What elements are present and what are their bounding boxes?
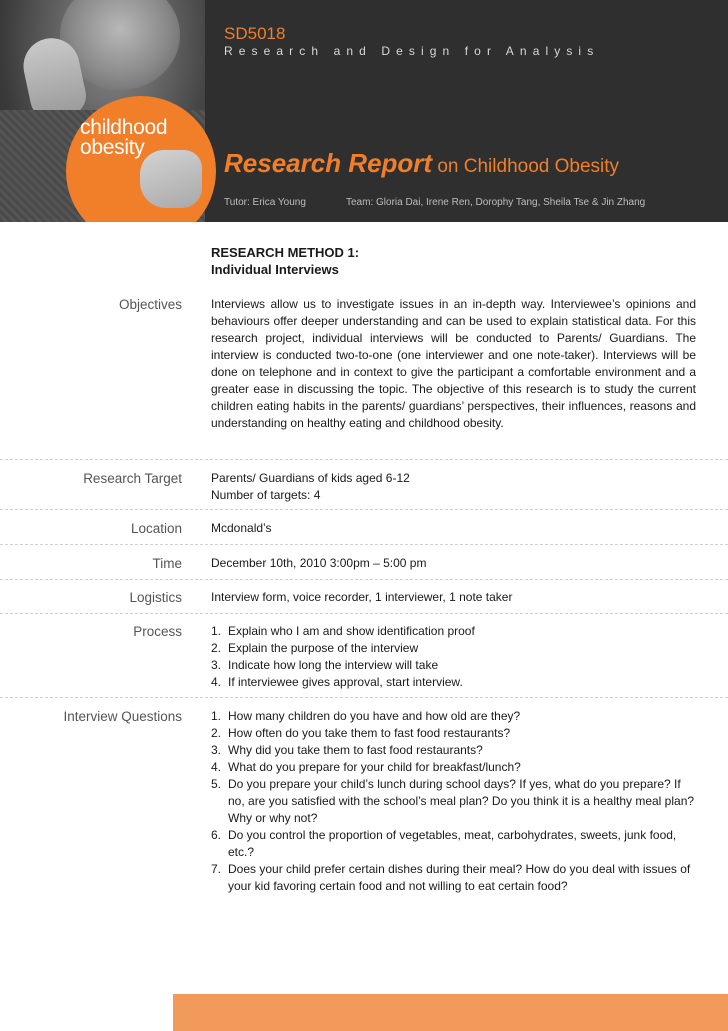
question-item: 4. What do you prepare for your child for breakfast/lunch? xyxy=(211,760,521,774)
question-item: 2. How often do you take them to fast food restaurants? xyxy=(211,726,511,740)
process-step: 1. Explain who I am and show identification proof xyxy=(211,624,475,638)
time-label: Time xyxy=(152,556,182,571)
section-divider xyxy=(0,697,728,698)
objectives-label: Objectives xyxy=(118,297,182,312)
time-value: December 10th, 2010 3:00pm – 5:00 pm xyxy=(211,556,427,570)
team-credit: Team: Gloria Dai, Irene Ren, Dorophy Tang, Sheila Tse & Jin Zhang xyxy=(346,197,646,208)
report-title xyxy=(224,148,619,179)
question-item: 3. Why did you take them to fast food restaurants? xyxy=(211,743,483,757)
research-target-line-1: Parents/ Guardians of kids aged 6-12 xyxy=(211,471,410,485)
process-step: 4. If interviewee gives approval, start interview. xyxy=(211,675,463,689)
question-item: 6. Do you control the proportion of vegetables, meat, carbohydrates, sweets, junk food, etc.? xyxy=(211,828,677,859)
section-divider xyxy=(0,459,728,460)
course-code: SD5018 xyxy=(224,24,286,43)
method-title-line-1: RESEARCH METHOD 1: xyxy=(211,245,360,260)
tutor-credit: Tutor: Erica Young xyxy=(224,197,306,208)
question-item: 1. How many children do you have and how old are they? xyxy=(211,709,521,723)
research-target-label: Research Target xyxy=(83,471,182,486)
footer-accent-bar xyxy=(173,994,728,1031)
logistics-value: Interview form, voice recorder, 1 interviewer, 1 note taker xyxy=(211,590,513,604)
section-divider xyxy=(0,579,728,580)
research-target-content xyxy=(211,470,696,504)
section-divider xyxy=(0,509,728,510)
section-divider xyxy=(0,544,728,545)
baby-fist-shape xyxy=(140,150,202,208)
interview-questions-label: Interview Questions xyxy=(63,709,182,724)
location-value: Mcdonald’s xyxy=(211,521,272,535)
question-item: 7. Does your child prefer certain dishes during their meal? How do you deal with issues of your kid favoring certain food and not willing to eat certain food? xyxy=(211,862,691,893)
method-title xyxy=(211,244,359,278)
method-title-line-2: Individual Interviews xyxy=(211,262,339,277)
report-header xyxy=(0,0,728,222)
process-step: 2. Explain the purpose of the interview xyxy=(211,641,419,655)
process-label: Process xyxy=(133,624,182,639)
question-item: 5. Do you prepare your child’s lunch during school days? If yes, what do you prepare? If no, are you satisfied with the school’s meal plan? Do you think it is a healthy meal plan? Why or why not? xyxy=(211,777,695,825)
section-divider xyxy=(0,613,728,614)
process-step: 3. Indicate how long the interview will take xyxy=(211,658,439,672)
location-label: Location xyxy=(130,521,182,536)
research-target-line-2: Number of targets: 4 xyxy=(211,488,321,502)
badge-line-2: obesity xyxy=(80,136,145,159)
process-list xyxy=(211,623,696,691)
badge-line-1: childhood xyxy=(80,116,168,139)
logistics-label: Logistics xyxy=(129,590,182,605)
objectives-text: Interviews allow us to investigate issues in an in-depth way. Interviewee’s opinions and behaviours offer deeper understanding and can be used to explain statistical data. For this research project, individual interviews will be conducted to Parents/ Guardians. The interview is conducted two-to-one (one interviewer and one note-taker). Interviews will be done on telephone and in context to give the participant a comfortable environment and a greater ease in discussing the topic. The objective of this research is to study the current children eating habits in the parents/ guardians’ perspectives, their influences, reasons and understanding on healthy eating and childhood obesity. xyxy=(211,297,696,430)
interview-questions-list xyxy=(211,708,696,895)
report-title-rest: on Childhood Obesity xyxy=(432,156,620,177)
report-title-strong: Research Report xyxy=(224,148,433,178)
course-name: Research and Design for Analysis xyxy=(224,44,600,58)
